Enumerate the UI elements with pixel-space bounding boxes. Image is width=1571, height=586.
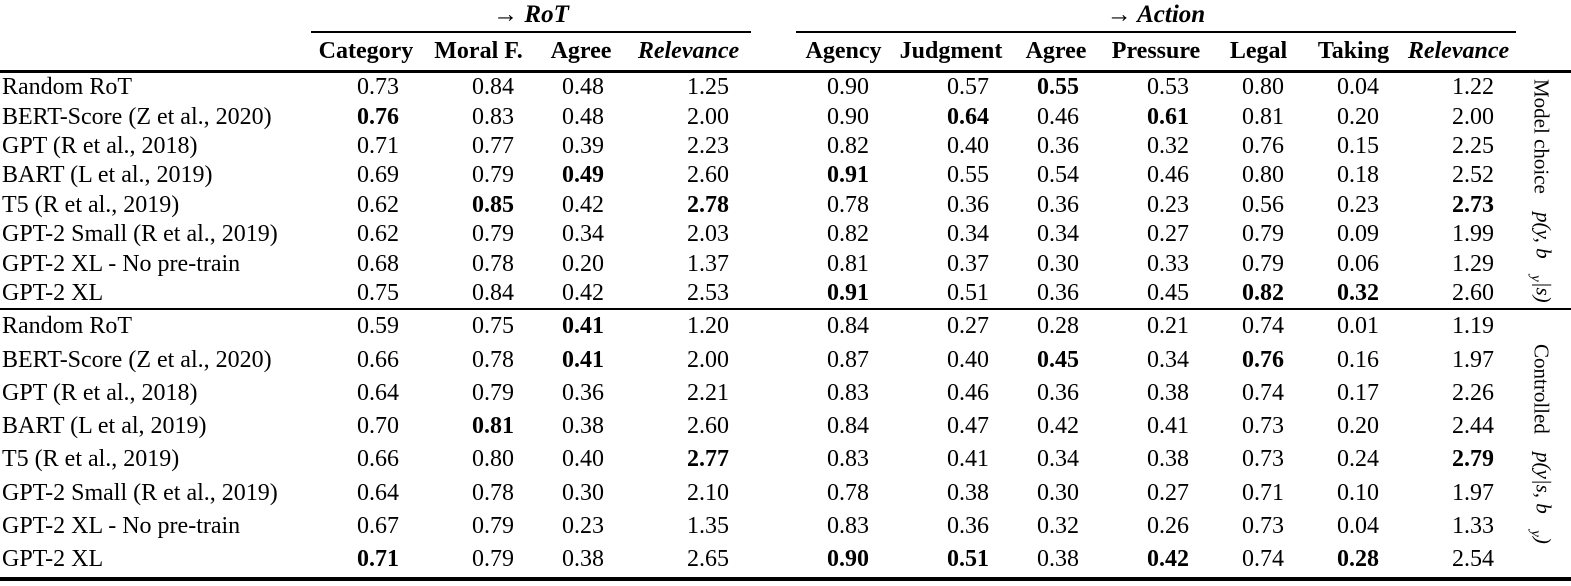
metric-cell: 0.06: [1337, 250, 1379, 277]
row-label: GPT-2 Small (R et al., 2019): [2, 221, 278, 248]
metric-cell: 0.37: [947, 250, 989, 277]
metric-cell: 0.84: [472, 279, 514, 306]
metric-cell: 0.83: [827, 513, 869, 540]
metric-cell: 2.60: [687, 413, 729, 440]
metric-cell: 0.56: [1242, 191, 1284, 218]
metric-cell: 0.42: [1037, 413, 1079, 440]
metric-cell: 0.32: [1037, 513, 1079, 540]
metric-cell: 0.30: [562, 479, 604, 506]
metric-cell: 0.78: [827, 191, 869, 218]
metric-cell: 0.27: [1147, 479, 1189, 506]
metric-cell: 0.17: [1337, 379, 1379, 406]
metric-cell: 0.47: [947, 413, 989, 440]
metric-cell: 0.46: [947, 379, 989, 406]
metric-cell: 0.79: [472, 162, 514, 189]
metric-cell: 0.80: [1242, 162, 1284, 189]
metric-cell: 0.32: [1337, 279, 1379, 306]
metric-cell: 0.40: [947, 346, 989, 373]
metric-cell: 0.79: [1242, 221, 1284, 248]
side-label-text: Controlled: [1529, 344, 1554, 434]
section-controlled: [0, 310, 1571, 576]
column-header: Relevance: [1407, 38, 1510, 64]
row-label: Random RoT: [2, 313, 132, 340]
metric-cell: 1.33: [1452, 513, 1494, 540]
metric-cell: 0.23: [562, 513, 604, 540]
metric-cell: 0.28: [1337, 546, 1379, 573]
metric-cell: 0.74: [1242, 546, 1284, 573]
metric-cell: 1.29: [1452, 250, 1494, 277]
column-gap: [751, 310, 796, 343]
row-label: T5 (R et al., 2019): [2, 446, 180, 473]
metric-cell: 0.79: [472, 379, 514, 406]
column-header-row: [0, 33, 1571, 70]
metric-cell: 0.81: [827, 250, 869, 277]
metric-cell: 0.45: [1037, 346, 1079, 373]
column-gap: [751, 132, 796, 161]
row-label: GPT-2 XL - No pre-train: [2, 513, 241, 540]
metric-cell: 0.23: [1147, 191, 1189, 218]
metric-cell: 0.67: [357, 513, 399, 540]
metric-cell: 2.26: [1452, 379, 1494, 406]
row-label: BART (L et al, 2019): [2, 413, 207, 440]
group-rot-label: → RoT: [311, 2, 751, 33]
metric-cell: 0.79: [472, 221, 514, 248]
metric-cell: 0.10: [1337, 479, 1379, 506]
row-label: GPT-2 Small (R et al., 2019): [2, 479, 278, 506]
metric-cell: 0.61: [1147, 103, 1189, 130]
metric-cell: 0.27: [947, 313, 989, 340]
metric-cell: 0.53: [1147, 74, 1189, 101]
column-gap: [751, 377, 796, 410]
row-label: GPT (R et al., 2018): [2, 379, 198, 406]
metric-cell: 0.84: [472, 74, 514, 101]
metric-cell: 0.80: [1242, 74, 1284, 101]
metric-cell: 0.73: [1242, 413, 1284, 440]
metric-cell: 0.34: [947, 221, 989, 248]
metric-cell: 0.20: [562, 250, 604, 277]
metric-cell: 0.38: [1147, 446, 1189, 473]
metric-cell: 2.60: [687, 162, 729, 189]
metric-cell: 2.52: [1452, 162, 1494, 189]
metric-cell: 0.73: [1242, 446, 1284, 473]
metric-cell: 0.59: [357, 313, 399, 340]
metric-cell: 0.41: [1147, 413, 1189, 440]
metric-cell: 0.48: [562, 74, 604, 101]
metric-cell: 0.41: [562, 313, 604, 340]
metric-cell: 0.84: [827, 413, 869, 440]
metric-cell: 0.36: [947, 191, 989, 218]
metric-cell: 0.41: [947, 446, 989, 473]
metric-cell: 2.21: [687, 379, 729, 406]
metric-cell: 0.28: [1037, 313, 1079, 340]
column-gap: [751, 220, 796, 249]
metric-cell: 0.84: [827, 313, 869, 340]
metric-cell: 0.81: [472, 413, 514, 440]
column-gap: [751, 279, 796, 308]
metric-cell: 2.00: [687, 346, 729, 373]
metric-cell: 0.20: [1337, 103, 1379, 130]
metric-cell: 1.19: [1452, 313, 1494, 340]
metric-cell: 0.82: [827, 221, 869, 248]
metric-cell: 1.22: [1452, 74, 1494, 101]
metric-cell: 0.23: [1337, 191, 1379, 218]
metric-cell: 0.66: [357, 346, 399, 373]
metric-cell: 0.38: [1147, 379, 1189, 406]
metric-cell: 0.73: [1242, 513, 1284, 540]
metric-cell: 0.83: [472, 103, 514, 130]
bottom-rule: [0, 577, 1571, 581]
metric-cell: 0.62: [357, 221, 399, 248]
metric-cell: 0.04: [1337, 513, 1379, 540]
metric-cell: 0.55: [947, 162, 989, 189]
metric-cell: 0.81: [1242, 103, 1284, 130]
metric-cell: 0.87: [827, 346, 869, 373]
metric-cell: 2.77: [687, 446, 729, 473]
metric-cell: 0.77: [472, 132, 514, 159]
metric-cell: 0.36: [1037, 191, 1079, 218]
metric-cell: 0.40: [947, 132, 989, 159]
metric-cell: 0.91: [827, 162, 869, 189]
metric-cell: 0.73: [357, 74, 399, 101]
metric-cell: 0.42: [562, 279, 604, 306]
row-label: BART (L et al., 2019): [2, 162, 213, 189]
metric-cell: 0.76: [1242, 132, 1284, 159]
metric-cell: 1.97: [1452, 479, 1494, 506]
metric-cell: 0.34: [1147, 346, 1189, 373]
metric-cell: 0.83: [827, 446, 869, 473]
metric-cell: 2.00: [687, 103, 729, 130]
metric-cell: 0.30: [1037, 479, 1079, 506]
column-gap: [751, 510, 796, 543]
metric-cell: 0.79: [472, 513, 514, 540]
metric-cell: 0.34: [1037, 221, 1079, 248]
metric-cell: 0.75: [472, 313, 514, 340]
side-label-text: Model choice: [1529, 78, 1554, 194]
side-label-controlled: [1516, 312, 1566, 576]
metric-cell: 0.80: [472, 446, 514, 473]
side-label-model-choice: [1516, 74, 1566, 307]
metric-cell: 0.71: [357, 546, 399, 573]
metric-cell: 0.41: [562, 346, 604, 373]
metric-cell: 2.53: [687, 279, 729, 306]
metric-cell: 0.85: [472, 191, 514, 218]
metric-cell: 0.83: [827, 379, 869, 406]
metric-cell: 0.64: [357, 379, 399, 406]
metric-cell: 1.20: [687, 313, 729, 340]
metric-cell: 0.78: [472, 479, 514, 506]
metric-cell: 0.18: [1337, 162, 1379, 189]
metric-cell: 0.57: [947, 74, 989, 101]
metric-cell: 0.21: [1147, 313, 1189, 340]
metric-cell: 0.15: [1337, 132, 1379, 159]
metric-cell: 0.71: [1242, 479, 1284, 506]
metric-cell: 0.36: [1037, 379, 1079, 406]
metric-cell: 0.39: [562, 132, 604, 159]
metric-cell: 0.24: [1337, 446, 1379, 473]
column-header: Category: [318, 38, 414, 64]
metric-cell: 0.82: [1242, 279, 1284, 306]
column-header: Pressure: [1111, 38, 1201, 64]
row-label: GPT-2 XL: [2, 546, 104, 573]
column-gap: [751, 543, 796, 576]
metric-cell: 0.90: [827, 546, 869, 573]
metric-cell: 2.03: [687, 221, 729, 248]
metric-cell: 0.68: [357, 250, 399, 277]
metric-cell: 0.36: [562, 379, 604, 406]
metric-cell: 2.44: [1452, 413, 1494, 440]
metric-cell: 0.66: [357, 446, 399, 473]
metric-cell: 0.55: [1037, 74, 1079, 101]
column-gap: [751, 410, 796, 443]
metric-cell: 0.34: [1037, 446, 1079, 473]
metric-cell: 0.54: [1037, 162, 1079, 189]
column-gap: [751, 73, 796, 102]
metric-cell: 0.51: [947, 279, 989, 306]
metric-cell: 1.37: [687, 250, 729, 277]
metric-cell: 0.36: [1037, 132, 1079, 159]
metric-cell: 0.74: [1242, 379, 1284, 406]
metric-cell: 0.01: [1337, 313, 1379, 340]
column-header: Legal: [1229, 38, 1288, 64]
metric-cell: 2.00: [1452, 103, 1494, 130]
column-gap: [751, 343, 796, 376]
metric-cell: 2.78: [687, 191, 729, 218]
metric-cell: 0.46: [1037, 103, 1079, 130]
column-gap: [751, 443, 796, 476]
metric-cell: 0.49: [562, 162, 604, 189]
metric-cell: 0.78: [827, 479, 869, 506]
metric-cell: 2.79: [1452, 446, 1494, 473]
column-header: Agree: [550, 38, 612, 64]
metric-cell: 0.79: [1242, 250, 1284, 277]
metric-cell: 0.71: [357, 132, 399, 159]
metric-cell: 0.38: [947, 479, 989, 506]
metric-cell: 2.60: [1452, 279, 1494, 306]
metric-cell: 1.35: [687, 513, 729, 540]
metric-cell: 0.04: [1337, 74, 1379, 101]
row-label: Random RoT: [2, 74, 132, 101]
metric-cell: 0.33: [1147, 250, 1189, 277]
column-gap: [751, 191, 796, 220]
side-label-math: p(y, $b⃗_y|s$): [1527, 211, 1556, 303]
metric-cell: 0.69: [357, 162, 399, 189]
section-model-choice: [0, 73, 1571, 308]
metric-cell: 2.73: [1452, 191, 1494, 218]
metric-cell: 0.48: [562, 103, 604, 130]
metric-cell: 0.09: [1337, 221, 1379, 248]
row-label: GPT-2 XL: [2, 279, 104, 306]
metric-cell: 0.82: [827, 132, 869, 159]
metric-cell: 2.54: [1452, 546, 1494, 573]
row-label: BERT-Score (Z et al., 2020): [2, 103, 272, 130]
row-label: T5 (R et al., 2019): [2, 191, 180, 218]
metric-cell: 0.79: [472, 546, 514, 573]
column-header: Agree: [1025, 38, 1087, 64]
metric-cell: 0.27: [1147, 221, 1189, 248]
metric-cell: 0.76: [357, 103, 399, 130]
metric-cell: 2.25: [1452, 132, 1494, 159]
metric-cell: 1.25: [687, 74, 729, 101]
metric-cell: 0.42: [1147, 546, 1189, 573]
group-action-label: → Action: [796, 2, 1516, 33]
row-label: GPT-2 XL - No pre-train: [2, 250, 241, 277]
column-header: Judgment: [899, 38, 1003, 64]
column-header: Agency: [805, 38, 882, 64]
metric-cell: 2.65: [687, 546, 729, 573]
metric-cell: 0.75: [357, 279, 399, 306]
metric-cell: 0.70: [357, 413, 399, 440]
column-gap: [751, 102, 796, 131]
metric-cell: 0.16: [1337, 346, 1379, 373]
row-label: GPT (R et al., 2018): [2, 132, 198, 159]
metric-cell: 1.97: [1452, 346, 1494, 373]
metric-cell: 0.38: [1037, 546, 1079, 573]
metric-cell: 0.34: [562, 221, 604, 248]
metric-cell: 1.99: [1452, 221, 1494, 248]
metric-cell: 0.32: [1147, 132, 1189, 159]
metric-cell: 0.76: [1242, 346, 1284, 373]
column-header: Moral F.: [434, 38, 523, 64]
metric-cell: 0.51: [947, 546, 989, 573]
metric-cell: 0.46: [1147, 162, 1189, 189]
metric-cell: 0.40: [562, 446, 604, 473]
metric-cell: 0.38: [562, 546, 604, 573]
metric-cell: 0.74: [1242, 313, 1284, 340]
metric-cell: 0.42: [562, 191, 604, 218]
metric-cell: 0.38: [562, 413, 604, 440]
metric-cell: 0.78: [472, 250, 514, 277]
column-gap: [751, 249, 796, 278]
metric-cell: 2.23: [687, 132, 729, 159]
group-header-row: [0, 0, 1571, 33]
column-header: Taking: [1317, 38, 1390, 64]
side-label-math: p(y|s, $b⃗_y$): [1527, 452, 1556, 544]
metric-cell: 0.64: [947, 103, 989, 130]
column-gap: [751, 477, 796, 510]
metric-cell: 0.36: [1037, 279, 1079, 306]
metric-cell: 0.62: [357, 191, 399, 218]
column-gap: [751, 161, 796, 190]
metric-cell: 0.90: [827, 74, 869, 101]
metric-cell: 2.10: [687, 479, 729, 506]
metric-cell: 0.45: [1147, 279, 1189, 306]
metric-cell: 0.36: [947, 513, 989, 540]
row-label: BERT-Score (Z et al., 2020): [2, 346, 272, 373]
metric-cell: 0.91: [827, 279, 869, 306]
metric-cell: 0.78: [472, 346, 514, 373]
metric-cell: 0.90: [827, 103, 869, 130]
metric-cell: 0.26: [1147, 513, 1189, 540]
metric-cell: 0.64: [357, 479, 399, 506]
metric-cell: 0.30: [1037, 250, 1079, 277]
column-header: Relevance: [637, 38, 740, 64]
metric-cell: 0.20: [1337, 413, 1379, 440]
